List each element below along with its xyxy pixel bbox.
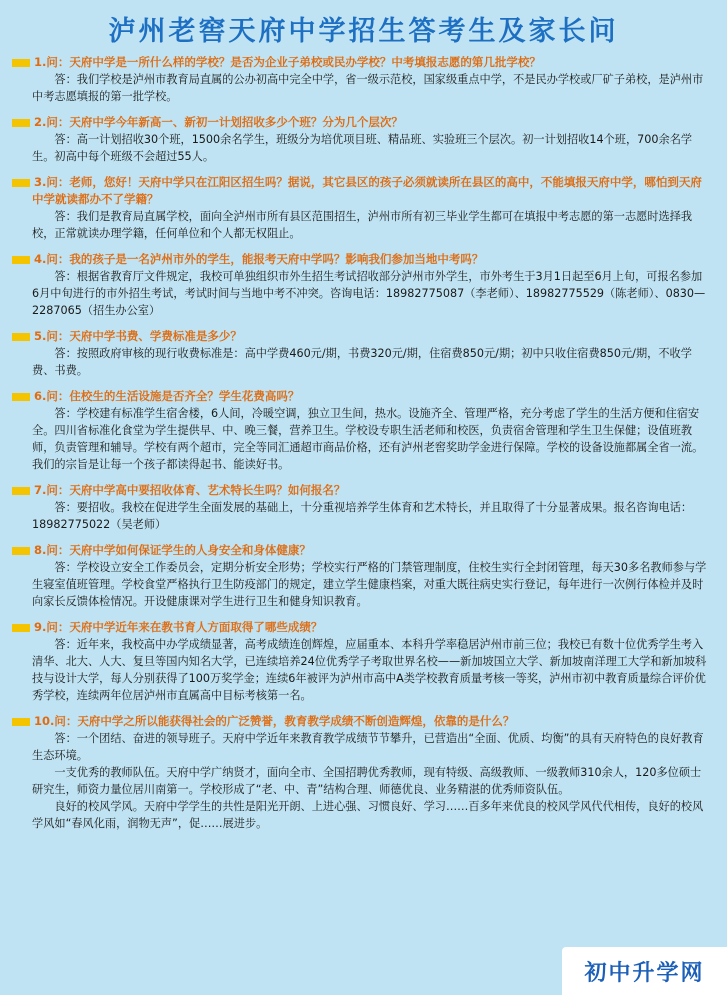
question-label: 9.问：天府中学近年来在教书育人方面取得了哪些成绩？ [34, 620, 323, 634]
qa-item [32, 174, 709, 242]
question-text [32, 174, 709, 208]
bullet-marker-icon [12, 718, 30, 726]
question-label: 2.问：天府中学今年新高一、新初一计划招收多少个班？分为几个层次？ [34, 115, 403, 129]
answer-text: 答：按照政府审核的现行收费标准是：高中学费460元/期，书费320元/期，住宿费850元/期；初中只收住宿费850元/期，不收学费、书费。 [32, 347, 692, 377]
bullet-marker-icon [12, 179, 30, 187]
qa-item [32, 54, 709, 105]
qa-item [32, 619, 709, 704]
answer-text: 答：要招收。我校在促进学生全面发展的基础上，十分重视培养学生体育和艺术特长，并且取得了十分显著成果。报名咨询电话：18982775022（吴老师） [32, 501, 693, 531]
answer-text: 答：一个团结、奋进的领导班子。天府中学近年来教育教学成绩节节攀升，已营造出“全面、优质、均衡”的具有天府特色的良好教育生态环境。 [32, 732, 704, 762]
page-title: 泸州老窖天府中学招生答考生及家长问 [108, 16, 619, 47]
question-label: 5.问：天府中学书费、学费标准是多少？ [34, 329, 242, 343]
qa-list [0, 54, 727, 832]
bullet-marker-icon [12, 256, 30, 264]
qa-item [32, 388, 709, 473]
question-text [32, 619, 709, 636]
question-label: 6.问：住校生的生活设施是否齐全？学生花费高吗？ [34, 389, 300, 403]
bullet-marker-icon [12, 393, 30, 401]
question-text [32, 54, 709, 71]
bullet-marker-icon [12, 547, 30, 555]
question-label: 3.问：老师，您好！天府中学只在江阳区招生吗？据说，其它县区的孩子必须就读所在县区的高中，不能填报天府中学，哪怕到天府中学就读都办不了学籍？ [32, 175, 702, 206]
question-text [32, 482, 709, 499]
bullet-marker-icon [12, 59, 30, 67]
answer-text: 良好的校风学风。天府中学学生的共性是阳光开朗、上进心强、习惯良好、学习……百多年来优良的校风学风代代相传，良好的校风学风如“春风化雨，润物无声”，促……展进步。 [32, 800, 704, 830]
question-text [32, 542, 709, 559]
question-text [32, 713, 709, 730]
bullet-marker-icon [12, 624, 30, 632]
question-label: 4.问：我的孩子是一名泸州市外的学生，能报考天府中学吗？影响我们参加当地中考吗？ [34, 252, 484, 266]
qa-item [32, 114, 709, 165]
question-label: 7.问：天府中学高中要招收体育、艺术特长生吗？如何报名？ [34, 483, 346, 497]
answer-text: 一支优秀的教师队伍。天府中学广纳贤才，面向全市、全国招聘优秀教师，现有特级、高级教师、一级教师310余人，120多位硕士研究生，师资力量位居川南第一。学校形成了“老、中、青”结构合理、师德优良、业务精湛的优秀师资队伍。 [32, 766, 702, 796]
question-text [32, 388, 709, 405]
answer-text: 答：根据省教育厅文件规定，我校可单独组织市外生招生考试招收部分泸州市外学生，市外考生于3月1日起至6月上旬，可报名参加6月中旬进行的市外招生考试，考试时间与当地中考不冲突。咨询电话：18982775087（李老师）、18982775529（陈老师）、0830—2287065（招生办公室） [32, 270, 706, 317]
answer-text: 答：学校设立安全工作委员会，定期分析安全形势；学校实行严格的门禁管理制度，住校生实行全封闭管理，每天30多名教师参与学生寝室值班管理。学校食堂严格执行卫生防疫部门的规定，建立学生健康档案，对重大既往病史实行登记，每年进行一次例行体检并及时向家长反馈体检情况。开设健康课对学生进行卫生和健身知识教育。 [32, 561, 707, 608]
qa-item [32, 328, 709, 379]
question-label: 8.问：天府中学如何保证学生的人身安全和身体健康？ [34, 543, 311, 557]
qa-item [32, 542, 709, 610]
qa-item [32, 482, 709, 533]
bullet-marker-icon [12, 119, 30, 127]
bullet-marker-icon [12, 487, 30, 495]
bullet-marker-icon [12, 333, 30, 341]
question-text [32, 114, 709, 131]
watermark-text: 初中升学网 [584, 959, 705, 986]
qa-item [32, 251, 709, 319]
answer-text: 答：学校建有标准学生宿舍楼，6人间，冷暖空调，独立卫生间，热水。设施齐全、管理严格，充分考虑了学生的生活方便和住宿安全。四川省标准化食堂为学生提供早、中、晚三餐，营养卫生。学校设专职生活老师和校医，负责宿舍管理和学生卫生保健；设值班教师，负责管理和辅导。学校有两个超市，完全等同汇通超市商品价格，还有泸州老窖奖助学金进行保障。学校的设备设施都属全省一流。我们的宗旨是让每一个孩子都读得起书、能读好书。 [32, 407, 704, 471]
watermark-logo [562, 947, 727, 995]
qa-item [32, 713, 709, 832]
question-label: 1.问：天府中学是一所什么样的学校？是否为企业子弟校或民办学校？中考填报志愿的第几批学校？ [34, 55, 541, 69]
question-text [32, 328, 709, 345]
answer-text: 答：近年来，我校高中办学成绩显著，高考成绩连创辉煌，应届重本、本科升学率稳居泸州市前三位；我校已有数十位优秀学生考入清华、北大、人大、复旦等国内知名大学，已连续培养24位优秀学子考取世界名校——新加坡国立大学、新加坡南洋理工大学和新加坡科技与设计大学，每人分别获得了100万奖学金；连续6年被评为泸州市高中A类学校教育质量考核一等奖，泸州市初中教育质量综合评价优秀学校，连续两年位居泸州市直属高中目标考核第一名。 [32, 638, 707, 702]
answer-text: 答：我们学校是泸州市教育局直属的公办初高中完全中学，省一级示范校，国家级重点中学，不是民办学校或厂矿子弟校，是泸州市中考志愿填报的第一批学校。 [32, 73, 704, 103]
answer-text: 答：高一计划招收30个班，1500余名学生，班级分为培优项目班、精品班、实验班三个层次。初一计划招收14个班，700余名学生。初高中每个班级不会超过55人。 [32, 133, 693, 163]
question-label: 10.问：天府中学之所以能获得社会的广泛赞誉，教育教学成绩不断创造辉煌，依靠的是什么？ [34, 714, 515, 728]
question-text [32, 251, 709, 268]
answer-text: 答：我们是教育局直属学校，面向全泸州市所有县区范围招生，泸州市所有初三毕业学生都可在填报中考志愿的第一志愿时选择我校，正常就读办理学籍，任何单位和个人都无权阻止。 [32, 210, 693, 240]
